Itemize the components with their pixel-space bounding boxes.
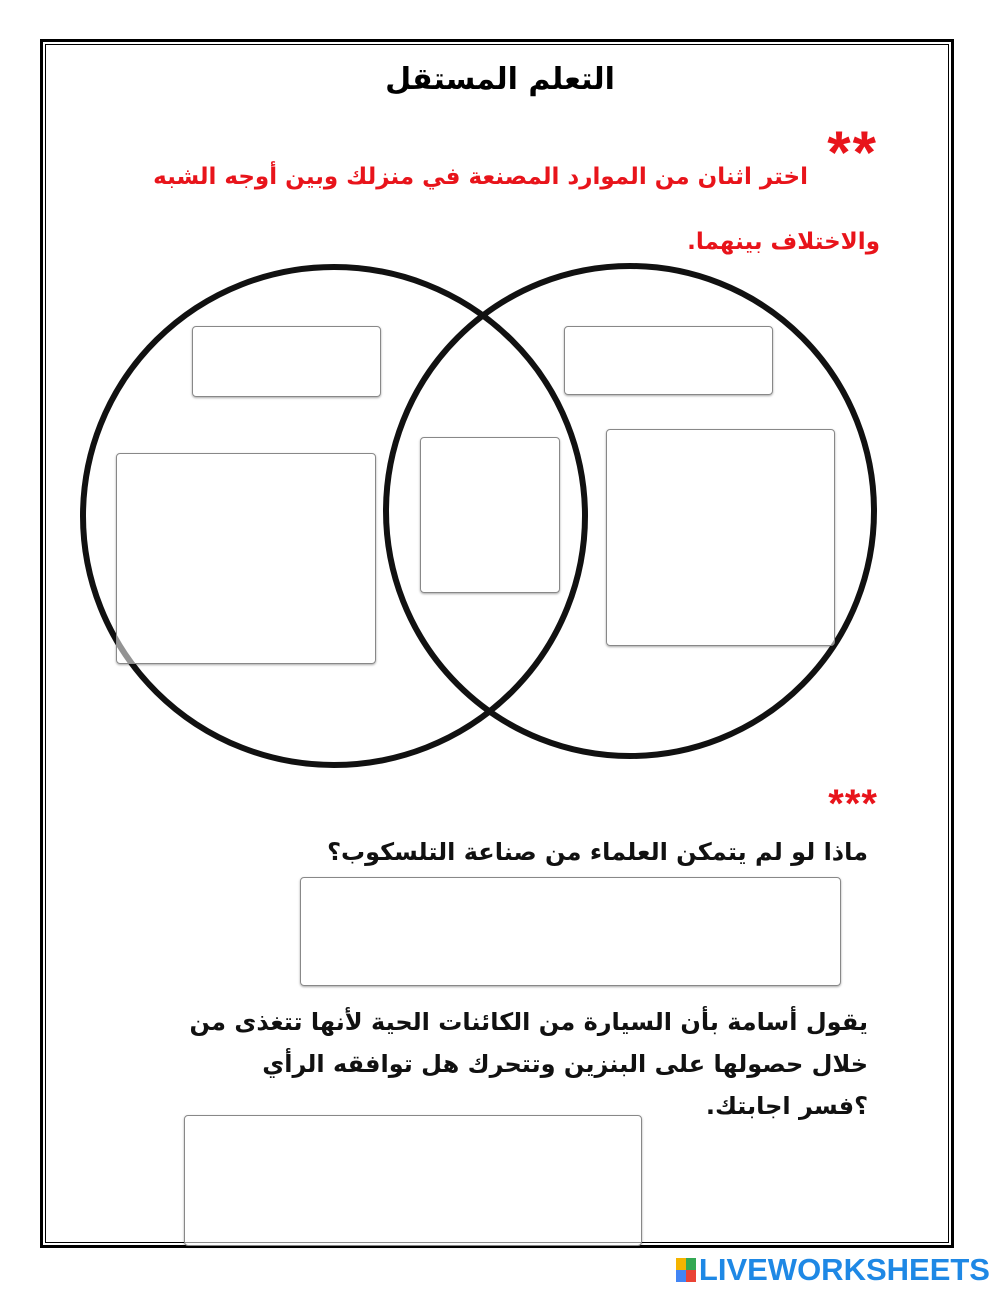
question-telescope: ماذا لو لم يتمكن العلماء من صناعة التلسكوب؟	[327, 838, 868, 866]
question-car-line-1: يقول أسامة بأن السيارة من الكائنات الحية لأنها تتغذى من	[189, 1008, 868, 1036]
liveworksheets-logo-icon	[676, 1258, 696, 1282]
left-title-answer-box[interactable]	[192, 326, 381, 397]
left-differences-answer-box[interactable]	[116, 453, 376, 664]
instruction-line-2: والاختلاف بينهما.	[687, 229, 880, 255]
difficulty-stars-2: **	[827, 119, 878, 186]
page-title: التعلم المستقل	[385, 62, 615, 97]
logo-text: LIVEWORKSHEETS	[698, 1252, 990, 1287]
question-car-line-3: ؟فسر اجابتك.	[705, 1092, 868, 1120]
right-title-answer-box[interactable]	[564, 326, 773, 395]
instruction-line-1: اختر اثنان من الموارد المصنعة في منزلك وبين أوجه الشبه	[153, 164, 808, 190]
difficulty-stars-3: ***	[828, 782, 878, 826]
right-differences-answer-box[interactable]	[606, 429, 835, 646]
car-answer-box[interactable]	[184, 1115, 642, 1246]
liveworksheets-logo[interactable]	[676, 1253, 990, 1287]
telescope-answer-box[interactable]	[300, 877, 841, 986]
question-car-line-2: خلال حصولها على البنزين وتتحرك هل توافقه الرأي	[262, 1050, 868, 1078]
similarities-answer-box[interactable]	[420, 437, 560, 593]
